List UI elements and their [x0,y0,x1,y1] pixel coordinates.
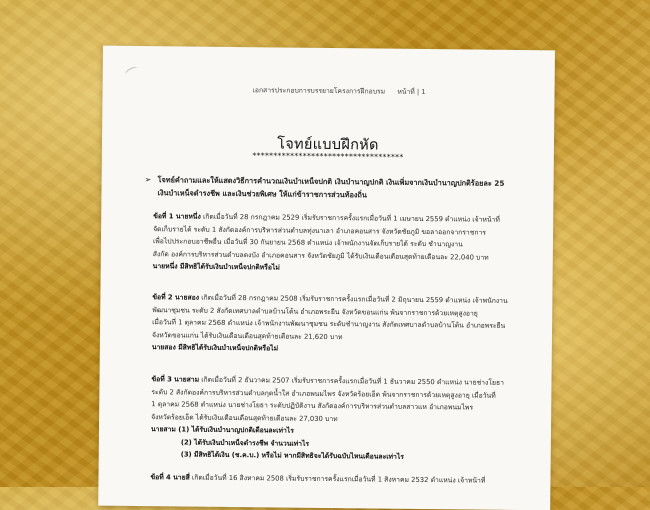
item-1-line-1: เกิดเมื่อวันที่ 28 กรกฎาคม 2529 เริ่มรับราชการครั้งแรกเมื่อวันที่ 1 เมษายน 2559 ตำแหน่ง เจ้าหน้าที่ [202,212,500,224]
instruction-line-2: เงินบำเหน็จดำรงชีพ และเงินช่วยพิเศษ ให้แก่ข้าราชการส่วนท้องถิ่น [157,188,367,200]
item-2-line-2: พัฒนาชุมชน ระดับ 2 สังกัดเทศบาลตำบลบ้านโต้น อำเภอพระยืน จังหวัดขอนแก่น พ้นจากราชการด้วยเหตุสูงอายุ [152,305,478,318]
item-3-question-prefix: นายสาม [150,425,176,434]
item-4-line-1: เกิดเมื่อวันที่ 16 สิงหาคม 2508 เริ่มรับราชการครั้งแรกเมื่อวันที่ 1 สิงหาคม 2532 ตำแหน่ง เจ้าหน้าที่ [191,473,486,485]
item-2-line-1: เกิดเมื่อวันที่ 28 กรกฎาคม 2508 เริ่มรับราชการครั้งแรกเมื่อวันที่ 2 มิถุนายน 2559 ตำแหน่ง เจ้าพนักงาน [201,293,508,305]
item-3-line-3: 1 ตุลาคม 2568 ตำแหน่ง นายช่างโยธา ระดับปฏิบัติงาน สังกัดองค์การบริหารส่วนตำบลสาวแห อำเภอพนมไพร [151,400,474,412]
staple-mark [124,65,140,78]
item-2-question: นายสอง มีสิทธิได้รับเงินบำเหน็จปกติหรือไม่ [151,343,279,353]
header-page-number: หน้าที่ | 1 [397,87,426,97]
item-2-line-4: จังหวัดขอนแก่น ได้รับเงินเดือนเดือนสุดท้ายเดือนละ 21,620 บาท [151,330,343,341]
item-2-line-3: เมื่อวันที่ 1 ตุลาคม 2568 ตำแหน่ง เจ้าพนักงานพัฒนาชุมชน ระดับชำนาญงาน สังกัดเทศบาลตำบลบ้านโต้น อำเภอพระยืน [152,318,506,330]
item-3-option-1: (1) ได้รับเงินบำนาญปกติเดือนละเท่าไร [178,425,294,435]
arrow-bullet-icon: ➢ [144,175,152,185]
exercise-item-2 [152,291,543,358]
instruction-line-1: โจทย์คำถามและให้แสดงวิธีการคำนวณเงินบำเหน็จปกติ เงินบำนาญปกติ เงินเพิ่มจากเงินบำนาญปกติร้อยละ 25 [157,175,505,188]
item-3-line-1: เกิดเมื่อวันที่ 2 ธันวาคม 2507 เริ่มรับราชการครั้งแรกเมื่อวันที่ 1 ธันวาคม 2550 ตำแหน่ง นายช่างโยธา [201,375,504,387]
instruction-block [144,173,527,203]
item-1-label: ข้อที่ 1 นายหนึ่ง [153,212,201,221]
item-3-line-2: ระดับ 2 สังกัดองค์การบริหารส่วนตำบลกุดน้ำใส อำเภอพนมไพร จังหวัดร้อยเอ็ด พ้นจากราชการด้วยเหตุสูงอายุ เมื่อวันที่ [151,387,496,400]
item-1-line-2: จัดเก็บรายได้ ระดับ 1 สังกัดองค์การบริหารส่วนตำบลทุ่งนาเลา อำเภอคอนสาร จังหวัดชัยภูมิ ขอลาออกจากราชการ [153,224,487,237]
item-1-line-4: สังกัด องค์การบริหารส่วนตำบลดงบัง อำเภอคอนสาร จังหวัดชัยภูมิ ได้รับเงินเดือนเดือนสุดท้ายเดือนละ 22,040 บาท [152,249,489,262]
exercise-item-1 [153,210,544,277]
item-1-line-3: เพื่อไปประกอบอาชีพอื่น เมื่อวันที่ 30 กันยายน 2568 ตำแหน่ง เจ้าพนักงานจัดเก็บรายได้ ระดับ ชำนาญงาน [152,237,463,249]
page-header [253,84,426,97]
title-divider: ************************************ [252,151,404,162]
item-3-line-4: จังหวัดร้อยเอ็ด ได้รับเงินเดือนเดือนสุดท้ายเดือนละ 27,030 บาท [151,412,338,423]
item-4-label: ข้อที่ 4 นายสี่ [150,473,190,482]
exercise-item-3 [151,373,542,465]
item-2-label: ข้อที่ 2 นายสอง [152,293,200,302]
exercise-item-4 [150,471,540,488]
page-title: โจทย์แบบฝึกหัด [277,136,379,154]
item-3-option-2: (2) ได้รับเงินบำเหน็จดำรงชีพ จำนวนเท่าไร [180,437,310,448]
document-page [98,46,555,510]
item-1-question: นายหนึ่ง มีสิทธิได้รับเงินบำเหน็จปกติหรือไม่ [152,262,280,272]
item-3-option-3: (3) มีสิทธิได้เงิน (ช.ค.บ.) หรือไม่ หากมีสิทธิจะได้รับฉบับไหนเดือนละเท่าไร [180,450,404,461]
header-doc-title: เอกสารประกอบการบรรยายโครงการฝึกอบรม [252,86,386,96]
item-3-label: ข้อที่ 3 นายสาม [151,375,200,384]
